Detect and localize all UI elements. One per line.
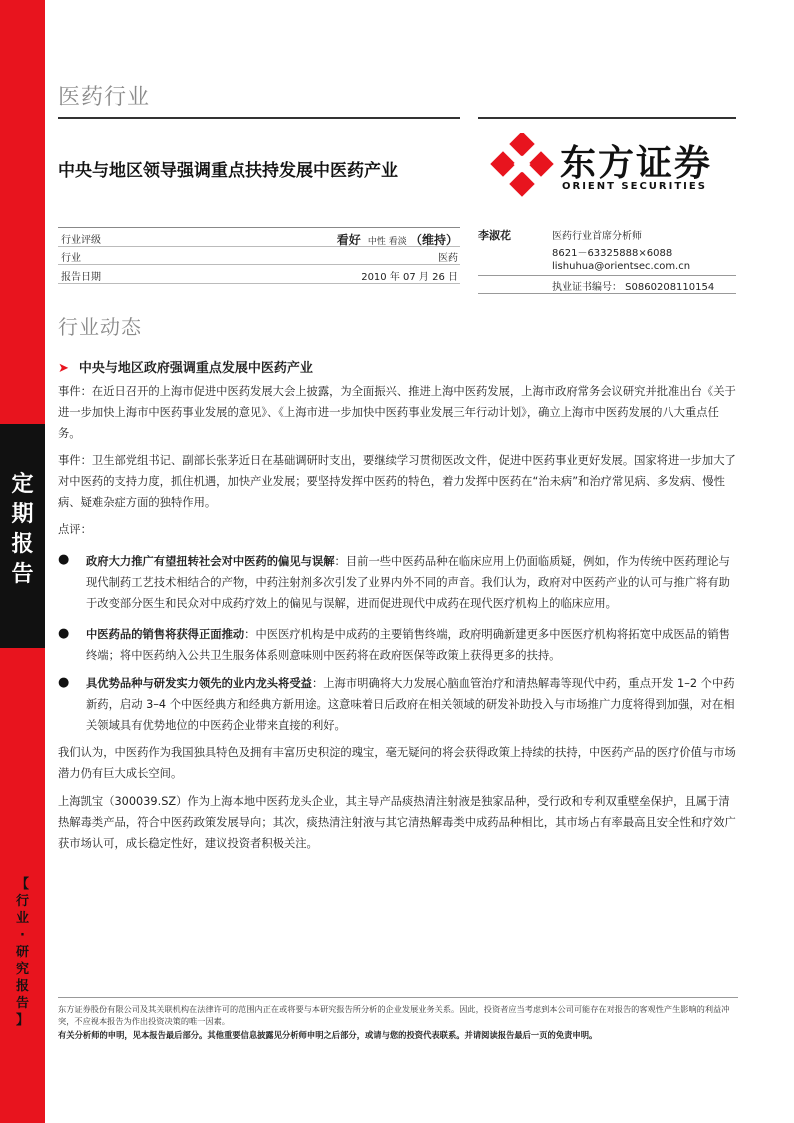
report-category-char: 究 [15, 962, 29, 977]
subheading-text: 中央与地区政府强调重点发展中医药产业 [78, 361, 313, 376]
analyst-email: lishuhua@orientsec.com.cn [552, 261, 691, 272]
report-title: 中央与地区领导强调重点扶持发展中医药产业 [58, 161, 398, 181]
header-rule-left [58, 117, 460, 119]
industry-heading: 医药行业 [58, 85, 151, 110]
date-value: 2010 年 07 月 26 日 [361, 272, 458, 283]
rating-options: 中性 看淡 [367, 237, 407, 247]
report-category-char: 报 [15, 979, 29, 994]
arrow-icon: ➤ [58, 361, 69, 376]
conclusion-paragraph-2: 上海凯宝（300039.SZ）作为上海本地中医药龙头企业，其主导产品痰热清注射液是独家品种，受行政和专利双重壁垒保护，且属于清热解毒类产品，符合中医药政策发展导向；其次，痰热清注射液与其它清热解毒类中成药品种相比，其市场占有率最高且安全性和疗效广获市场认可，成长稳定性好，建议投资者积极关注。 [58, 795, 736, 850]
report-category-char: 行 [15, 894, 29, 909]
info-row-rating [58, 227, 460, 247]
point-1-text: ：目前一些中医药品种在临床应用上仍面临质疑，例如，作为传统中医药理论与现代制药工艺技术相结合的产物，中药注射剂多次引发了业界内外不同的声音。我们认为，政府对中医药产业的认可与推广将有助于改变部分医生和民众对中成药疗效上的偏见与误解，进而促进现代中成药在现代医疗机构上的临床应用。 [86, 555, 730, 610]
point-1-bold: 政府大力推广有望扭转社会对中医药的偏见与误解 [86, 555, 335, 568]
point-2 [86, 624, 738, 666]
subheading [58, 357, 313, 376]
point-1 [86, 551, 738, 614]
analyst-notice: 有关分析师的申明，见本报告最后部分。其他重要信息披露见分析师申明之后部分，或请与您的投资代表联系。并请阅读报告最后一页的免责申明。 [58, 1030, 598, 1040]
rating-selected: 看好 [336, 233, 361, 247]
analyst-divider [478, 275, 736, 276]
report-type-char: 期 [11, 502, 34, 527]
report-type-char: 定 [11, 472, 34, 497]
disclaimer-text: 东方证券股份有限公司及其关联机构在法律许可的范围内正在或将要与本研究报告所分析的企业发展业务关系。因此，投资者应当考虑到本公司可能存在对报告的客观性产生影响的利益冲突，不应视本报告为作出投资决策的唯一因素。 [58, 1004, 730, 1026]
analyst-name: 李淑花 [478, 229, 511, 242]
industry-label: 行业 [61, 253, 81, 264]
info-row-industry [58, 246, 460, 265]
logo-text-cn: 东方证券 [560, 143, 713, 184]
report-category-char: 告 [15, 996, 29, 1011]
bullet-dot-icon: ● [58, 626, 70, 641]
footer-divider [58, 997, 738, 998]
analyst-phone: 8621－63325888×6088 [552, 248, 673, 259]
comment-label: 点评： [58, 523, 92, 536]
date-label: 报告日期 [61, 272, 101, 283]
rating-label: 行业评级 [61, 235, 101, 246]
bullet-dot-icon: ● [58, 552, 70, 567]
rating-maintain: （维持） [409, 233, 458, 247]
report-type-char: 告 [11, 562, 34, 587]
report-type-char: 报 [11, 532, 34, 557]
point-3 [86, 673, 738, 736]
point-2-bold: 中医药品的销售将获得正面推动 [86, 628, 245, 641]
logo-text-en: ORIENT SECURITIES [562, 181, 707, 192]
section-title: 行业动态 [58, 315, 142, 339]
bullet-dot-icon: ● [58, 675, 70, 690]
point-3-bold: 具优势品种与研发实力领先的业内龙头将受益 [86, 677, 312, 690]
event-paragraph-1: 事件：在近日召开的上海市促进中医药发展大会上披露，为全面振兴、推进上海中医药发展，上海市政府常务会议研究并批准出台《关于进一步加快上海市中医药事业发展的意见》、《上海市进一步加快中医药事业发展三年行动计划》，确立上海市中医药发展的八大重点任务。 [58, 385, 736, 440]
header-rule-right [478, 117, 736, 119]
industry-value: 医药 [438, 253, 458, 264]
event-paragraph-2: 事件：卫生部党组书记、副部长张茅近日在基础调研时支出，要继续学习贯彻医改文件，促进中医药事业更好发展。国家将进一步加大了对中医药的支持力度，抓住机遇，加快产业发展；要坚持发挥中医药的特色，着力发挥中医药在“治未病”和治疗常见病、多发病、慢性病、疑难杂症方面的独特作用。 [58, 454, 736, 509]
report-category-label [0, 876, 45, 1029]
report-type-label [0, 470, 45, 590]
analyst-cert: 执业证书编号： S0860208110154 [552, 282, 715, 293]
company-logo [490, 135, 720, 197]
report-category-char: · [20, 928, 25, 943]
conclusion-paragraph-1: 我们认为，中医药作为我国独具特色及拥有丰富历史积淀的瑰宝，毫无疑问的将会获得政策上持续的扶持，中医药产品的医疗价值与市场潜力仍有巨大成长空间。 [58, 746, 736, 780]
info-row-date [58, 265, 460, 284]
report-category-char: 研 [15, 945, 29, 960]
orient-logo-icon [490, 133, 556, 199]
report-category-char: 【 [15, 877, 29, 892]
point-3-text: ：上海市明确将大力发展心脑血管治疗和清热解毒等现代中药，重点开发 1–2 个中药新药，启动 3–4 个中医经典方和经典方新用途。这意味着日后政府在相关领域的研发补助投入与市场推广力度将得到加强，对在相关领域具有优势地位的中医药企业带来直接的利好。 [86, 677, 735, 732]
point-2-text: ：中医医疗机构是中成药的主要销售终端，政府明确新建更多中医医疗机构将拓宽中成医品的销售终端；将中医药纳入公共卫生服务体系则意味则中医药将在政府医保等政策上获得更多的扶持。 [86, 628, 730, 662]
analyst-title: 医药行业首席分析师 [552, 231, 642, 242]
report-category-char: 业 [15, 911, 29, 926]
report-category-char: 】 [15, 1013, 29, 1028]
analyst-divider-bottom [478, 293, 736, 294]
